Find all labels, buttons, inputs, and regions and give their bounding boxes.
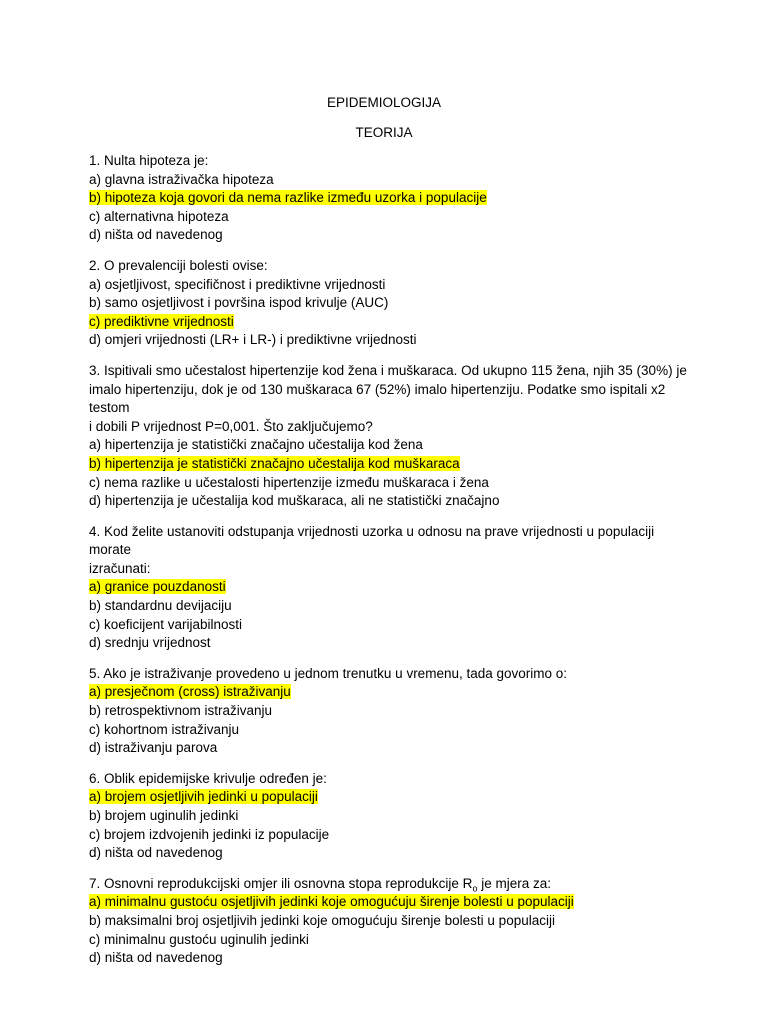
question-5-text: 5. Ako je istraživanje provedeno u jednom trenutku u vremenu, tada govorimo o: [89, 665, 568, 681]
question-6-option-c: c) brojem izdvojenih jedinki iz populacije [89, 826, 330, 842]
question-4-text-line-2: izračunati: [89, 560, 151, 576]
question-7 [89, 875, 689, 968]
question-2-option-c-correct: c) prediktivne vrijednosti [89, 313, 234, 329]
question-3-text-line-2: imalo hipertenziju, dok je od 130 muškaraca 67 (52%) imalo hipertenziju. Podatke smo ispitali x2 testom [89, 381, 666, 416]
question-3 [89, 362, 689, 511]
question-5-option-b: b) retrospektivnom istraživanju [89, 703, 273, 719]
question-list [89, 152, 689, 980]
question-6-option-b: b) brojem uginulih jedinki [89, 808, 239, 823]
question-3-option-c: c) nema razlike u učestalosti hipertenzije između muškaraca i žena [89, 474, 489, 490]
question-2-option-b: b) samo osjetljivost i površina ispod krivulje (AUC) [89, 295, 389, 311]
question-5-option-a-correct: a) presječnom (cross) istraživanju [89, 684, 291, 700]
question-7-option-b: b) maksimalni broj osjetljivih jedinki koje omogućuju širenje bolesti u populaciji [89, 912, 555, 928]
question-4-option-a-correct: a) granice pouzdanosti [89, 579, 226, 595]
question-7-option-a-correct: a) minimalnu gustoću osjetljivih jedinki koje omogućuju širenje bolesti u populaciji [89, 894, 574, 910]
document-title: EPIDEMIOLOGIJA [326, 95, 442, 110]
question-6-option-a-correct: a) brojem osjetljivih jedinki u populaciji [89, 789, 318, 805]
question-5-option-c: c) kohortnom istraživanju [89, 721, 240, 737]
question-2-option-d: d) omjeri vrijednosti (LR+ i LR-) i prediktivne vrijednosti [89, 332, 417, 348]
question-4-text-line-1: 4. Kod želite ustanoviti odstupanja vrijednosti uzorka u odnosu na prave vrijednosti u populaciji morate [89, 523, 655, 558]
question-3-option-b-correct: b) hipertenzija je statistički značajno učestalija kod muškaraca [89, 455, 460, 471]
question-6-text: 6. Oblik epidemijske krivulje određen je: [89, 770, 327, 786]
question-7-option-d: d) ništa od navedenog [89, 950, 223, 966]
question-2 [89, 257, 689, 350]
question-7-text-part-1: 7. Osnovni reprodukcijski omjer ili osnovna stopa reprodukcije R [89, 875, 473, 891]
question-7-option-c: c) minimalnu gustoću uginulih jedinki [89, 931, 309, 947]
question-4 [89, 523, 689, 653]
document-subtitle: TEORIJA [355, 125, 413, 140]
question-3-text-line-3: i dobili P vrijednost P=0,001. Što zaključujemo? [89, 418, 373, 434]
question-6 [89, 770, 689, 863]
question-1-option-a: a) glavna istraživačka hipoteza [89, 171, 274, 187]
question-2-option-a: a) osjetljivost, specifičnost i prediktivne vrijednosti [89, 276, 386, 292]
question-1 [89, 152, 689, 245]
question-7-text-part-2: je mjera za: [477, 875, 551, 891]
question-7-subscript: o [472, 883, 478, 894]
question-5 [89, 665, 689, 758]
question-7-text [89, 875, 689, 894]
question-4-option-d: d) srednju vrijednost [89, 635, 211, 651]
question-3-option-d: d) hipertenzija je učestalija kod muškaraca, ali ne statistički značajno [89, 493, 500, 509]
question-1-option-b-correct: b) hipoteza koja govori da nema razlike između uzorka i populacije [89, 190, 487, 206]
question-1-option-d: d) ništa od navedenog [89, 227, 223, 243]
question-5-option-d: d) istraživanju parova [89, 740, 218, 756]
question-4-option-c: c) koeficijent varijabilnosti [89, 616, 243, 632]
question-3-option-a: a) hipertenzija je statistički značajno učestalija kod žena [89, 437, 423, 453]
question-3-text-line-1: 3. Ispitivali smo učestalost hipertenzije kod žena i muškaraca. Od ukupno 115 žena, njih 35 (30%) je [89, 362, 687, 378]
question-1-text: 1. Nulta hipoteza je: [89, 153, 209, 168]
question-4-option-b: b) standardnu devijaciju [89, 598, 232, 614]
question-1-option-c: c) alternativna hipoteza [89, 208, 229, 224]
question-2-text: 2. O prevalenciji bolesti ovise: [89, 257, 268, 273]
question-6-option-d: d) ništa od navedenog [89, 845, 223, 861]
